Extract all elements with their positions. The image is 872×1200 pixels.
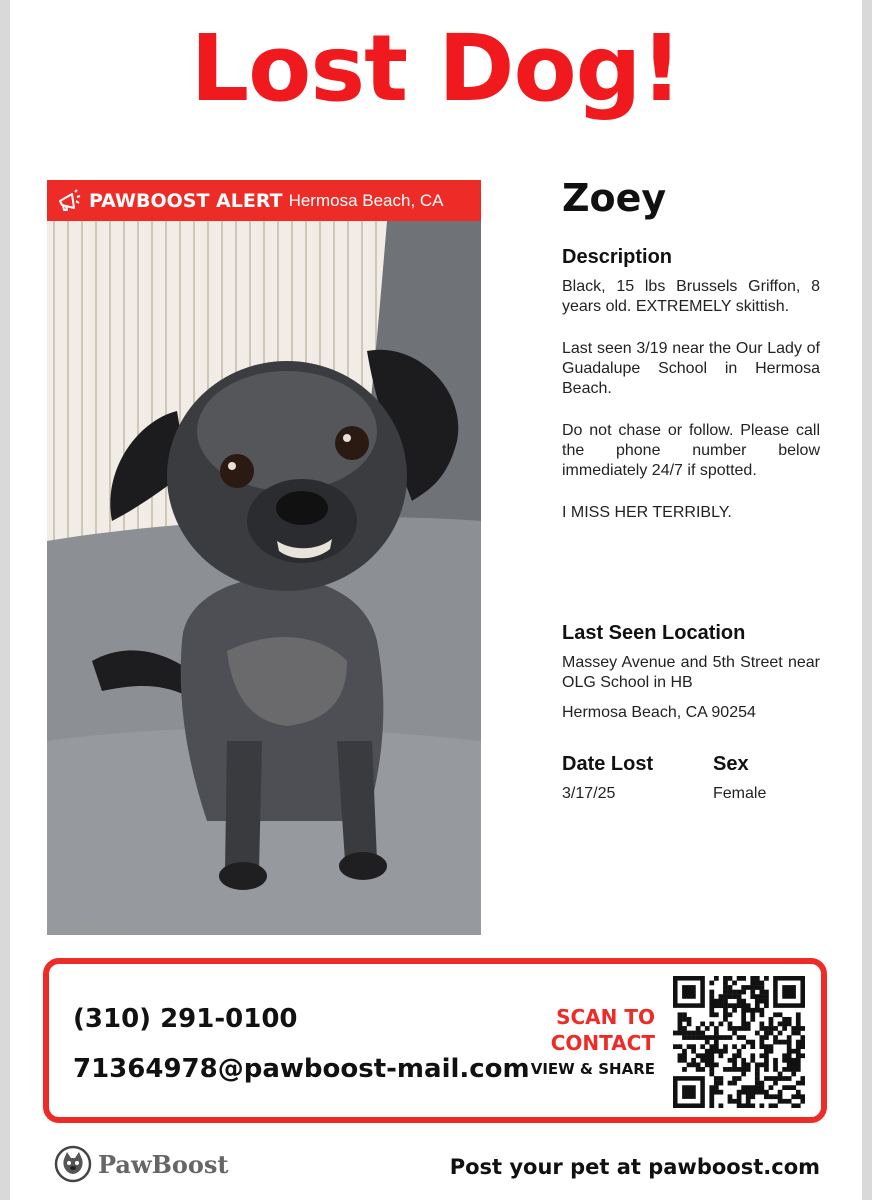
sex-heading: Sex <box>713 753 749 775</box>
footer-cta[interactable]: Post your pet at pawboost.com <box>449 1155 820 1179</box>
dog-illustration <box>47 221 481 935</box>
headline: Lost Dog! <box>190 15 682 122</box>
pawboost-logo-icon <box>54 1145 92 1183</box>
footer-brand: PawBoost <box>98 1149 229 1179</box>
description-paragraph: Last seen 3/19 near the Our Lady of Guadalupe School in Hermosa Beach. <box>562 340 820 397</box>
scan-prompt <box>531 1004 655 1082</box>
location-city: Hermosa Beach, CA 90254 <box>562 704 756 721</box>
pet-photo <box>47 221 481 935</box>
pet-name: Zoey <box>562 176 667 220</box>
scan-line-1: SCAN TO <box>556 1005 655 1029</box>
qr-finder-square <box>782 985 796 999</box>
footer-logo <box>54 1145 229 1183</box>
pet-info <box>562 176 820 802</box>
description-paragraph: Black, 15 lbs Brussels Griffon, 8 years old. EXTREMELY skittish. <box>562 278 820 315</box>
date-lost-value: 3/17/25 <box>562 785 616 802</box>
location-heading: Last Seen Location <box>562 622 746 644</box>
alert-location: Hermosa Beach, CA <box>288 190 444 210</box>
description-paragraph: I MISS HER TERRIBLY. <box>562 504 732 521</box>
qr-code[interactable] <box>673 976 805 1108</box>
scan-line-2: CONTACT <box>550 1031 655 1055</box>
scan-line-3: VIEW & SHARE <box>530 1060 655 1078</box>
phone-number[interactable]: (310) 291-0100 <box>73 1004 298 1034</box>
flyer-page <box>10 0 862 1200</box>
megaphone-icon <box>55 188 81 214</box>
description-paragraph: Do not chase or follow. Please call the phone number below immediately 24/7 if spotted. <box>562 422 820 479</box>
email-address[interactable]: 71364978@pawboost-mail.com <box>73 1054 530 1084</box>
sex-value: Female <box>713 785 767 802</box>
alert-banner <box>47 180 481 221</box>
location-line: Massey Avenue and 5th Street near OLG School in HB <box>562 654 820 691</box>
photo-id: ID: 71364978 <box>50 920 117 932</box>
description-heading: Description <box>562 246 673 268</box>
qr-finder-square <box>682 985 696 999</box>
alert-brand: PAWBOOST ALERT <box>89 189 283 212</box>
contact-box <box>43 958 827 1123</box>
date-lost-heading: Date Lost <box>562 753 654 775</box>
qr-finder-square <box>682 1085 696 1099</box>
